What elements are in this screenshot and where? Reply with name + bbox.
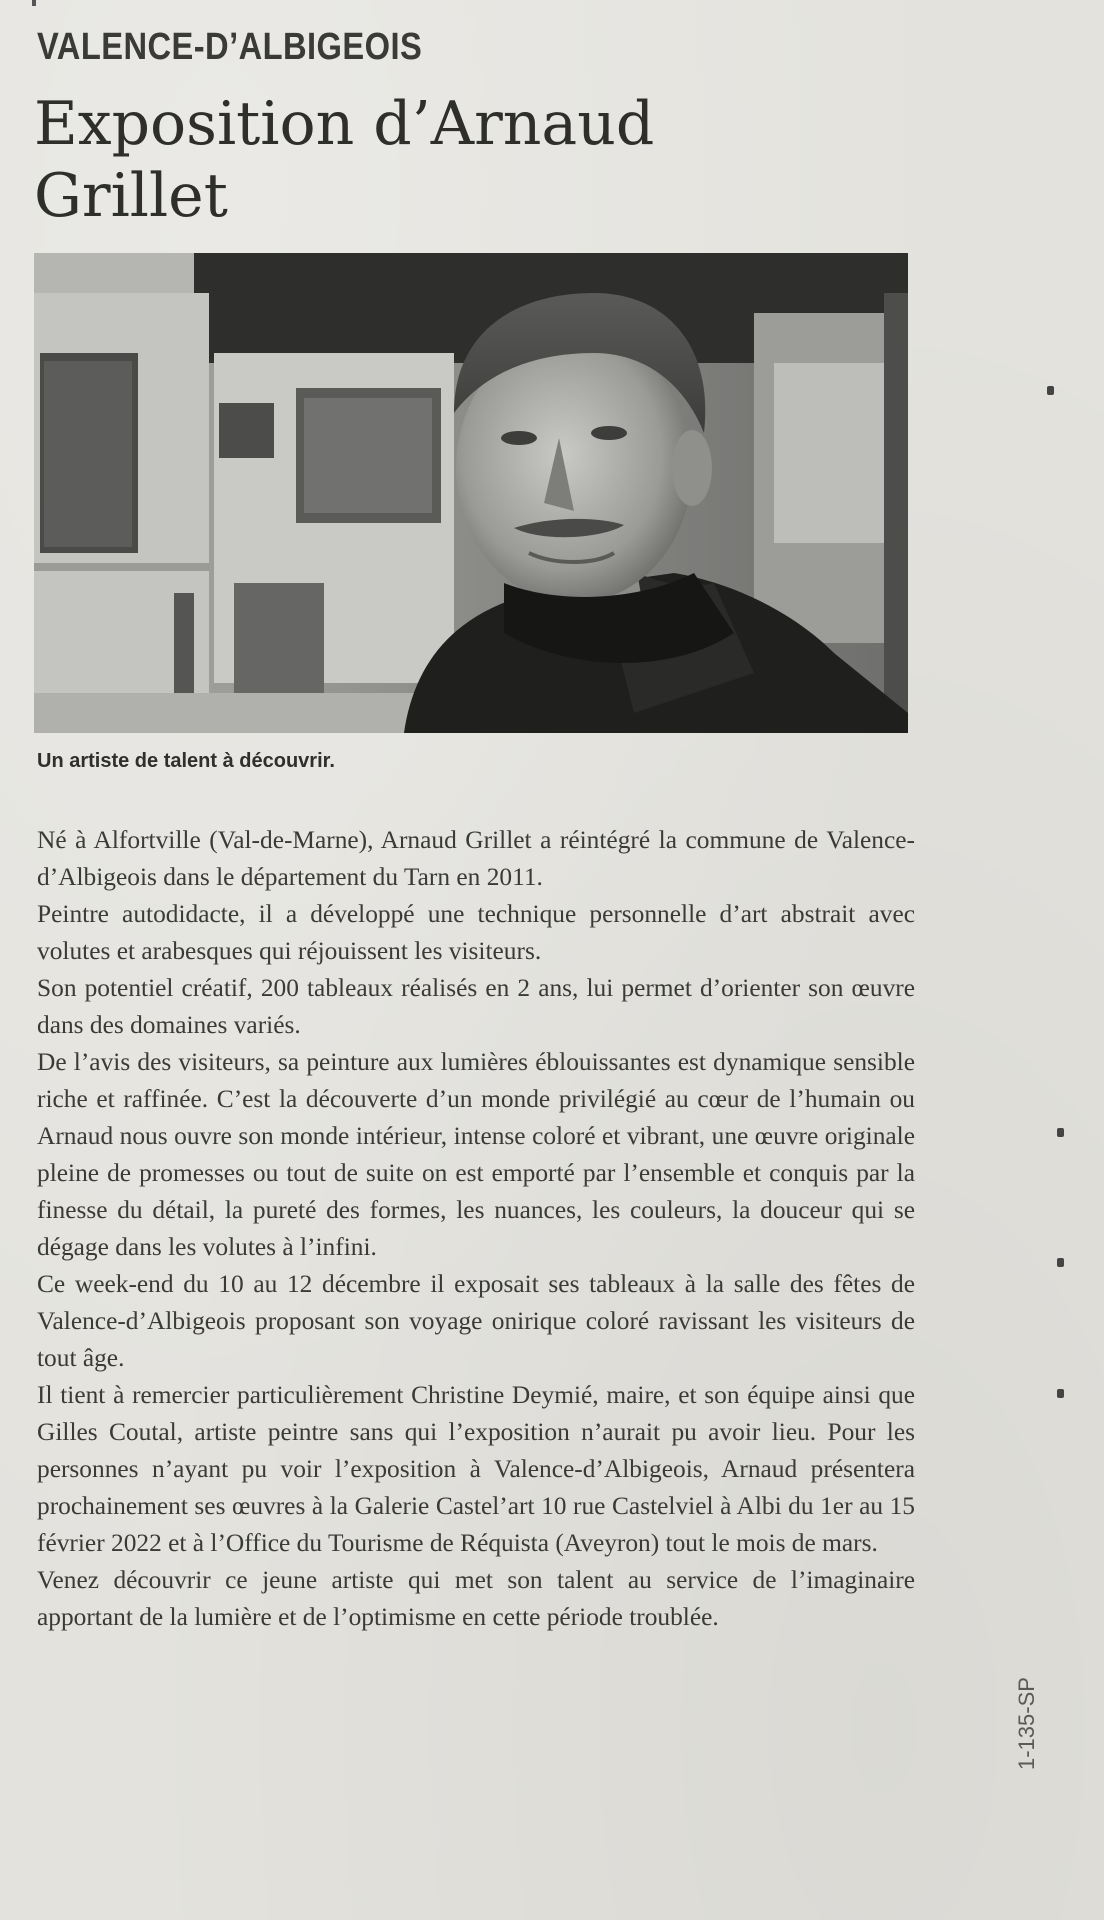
article-headline bbox=[34, 88, 834, 232]
paragraph: Il tient à remercier particulièrement Christine Deymié, maire, et son équipe ainsi que Gilles Coutal, artiste peintre sans qui l’exposition n’aurait pu avoir lieu. Pour les personnes n’ayant pu voir l’exposition à Valence-d’Albigeois, Arnaud présentera prochainement ses œuvres à la Galerie Castel’art 10 rue Castelviel à Albi du 1er au 15 février 2022 et à l’Office du Tourisme de Réquista (Aveyron) tout le mois de mars. bbox=[37, 1381, 915, 1557]
location-kicker: VALENCE-D’ALBIGEOIS bbox=[37, 26, 423, 68]
paragraph: Né à Alfortville (Val-de-Marne), Arnaud Grillet a réintégré la commune de Valence-d’Albigeois dans le département du Tarn en 2011. bbox=[37, 826, 915, 891]
paragraph: De l’avis des visiteurs, sa peinture aux lumières éblouissantes est dynamique sensible riche et raffinée. C’est la découverte d’un monde privilégié au cœur de l’humain ou Arnaud nous ouvre son monde intérieur, intense coloré et vibrant, une œuvre originale pleine de promesses ou tout de suite on est emporté par l’ensemble et conquis par la finesse du détail, la pureté des formes, les nuances, les couleurs, la douceur qui se dégage dans les volutes à l’infini. bbox=[37, 1048, 915, 1261]
photo-caption: Un artiste de talent à découvrir. bbox=[37, 750, 335, 772]
headline-line-1: Exposition d’Arnaud bbox=[34, 89, 655, 159]
margin-dot bbox=[1057, 1389, 1064, 1398]
margin-dot bbox=[1057, 1258, 1064, 1267]
paragraph: Venez découvrir ce jeune artiste qui met son talent au service de l’imaginaire apportant de la lumière et de l’optimisme en cette période troublée. bbox=[37, 1566, 915, 1631]
print-mark bbox=[32, 0, 36, 6]
margin-code: 1-135-SP bbox=[1014, 1677, 1039, 1770]
margin-dot bbox=[1057, 1128, 1064, 1137]
headline-line-2: Grillet bbox=[34, 161, 228, 231]
paragraph: Peintre autodidacte, il a développé une technique personnelle d’art abstrait avec volutes et arabesques qui réjouissent les visiteurs. bbox=[37, 900, 915, 965]
margin-dot bbox=[1047, 386, 1054, 395]
paragraph: Son potentiel créatif, 200 tableaux réalisés en 2 ans, lui permet d’orienter son œuvre dans des domaines variés. bbox=[37, 974, 915, 1039]
paragraph: Ce week-end du 10 au 12 décembre il exposait ses tableaux à la salle des fêtes de Valence-d’Albigeois proposant son voyage onirique coloré ravissant les visiteurs de tout âge. bbox=[37, 1270, 915, 1372]
article-body bbox=[37, 822, 915, 1636]
artist-photo bbox=[34, 253, 908, 733]
